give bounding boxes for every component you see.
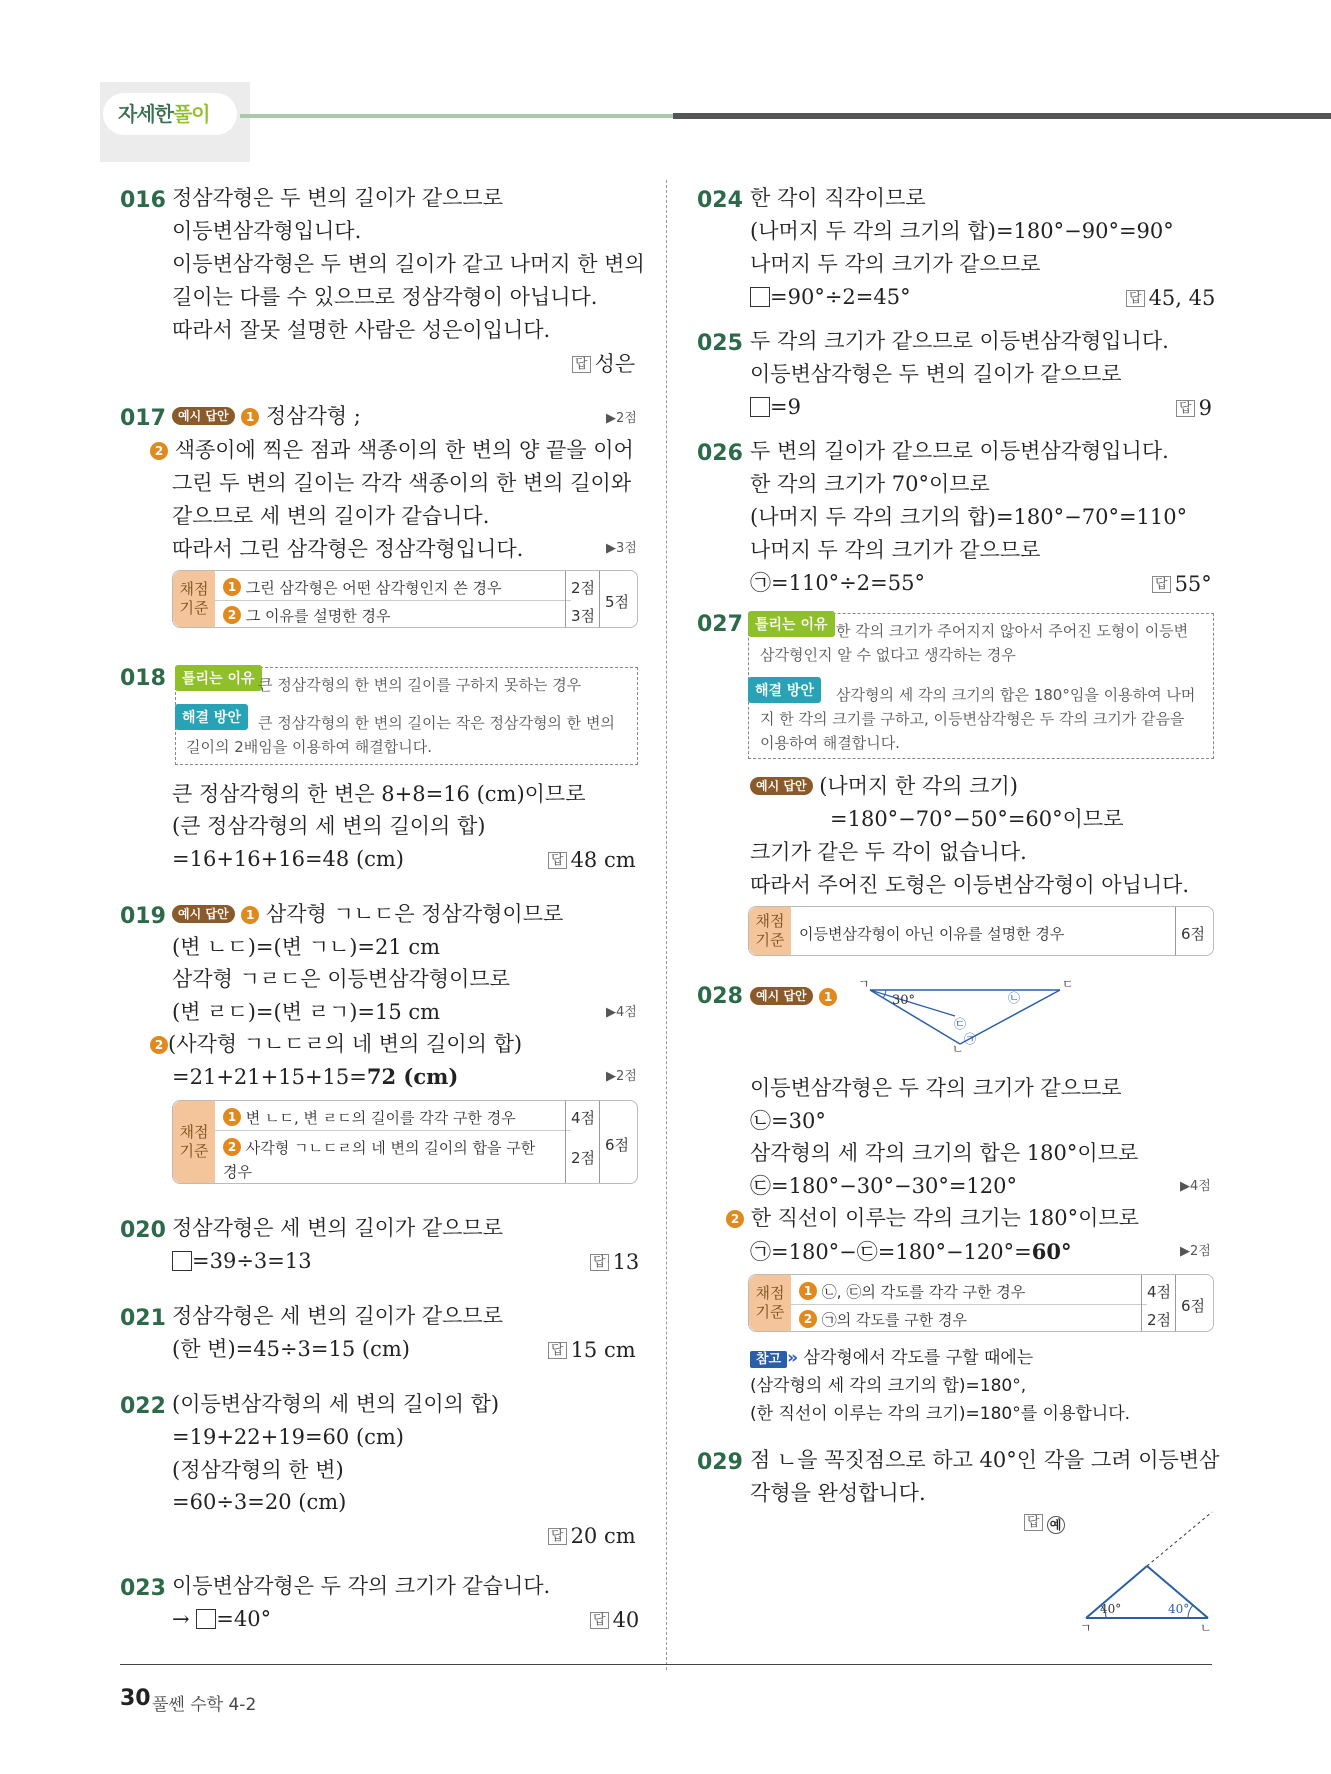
problem-number: 021 [120,1306,166,1331]
answer: 답 예 [1024,1514,1065,1534]
problem-number: 028 [697,984,743,1009]
example-answer-tag: 예시 답안 [172,905,235,923]
text-line: (변 ㄴㄷ)=(변 ㄱㄴ)=21 cm [172,935,441,959]
header-rule-dark [673,113,1331,119]
problem-number: 020 [120,1218,166,1243]
problem-number: 023 [120,1576,166,1601]
step-2-marker: 2 [150,442,168,460]
text-line: 각형을 완성합니다. [750,1481,926,1505]
svg-text:ㄴ: ㄴ [1200,1621,1212,1635]
text-line: 한 각이 직각이므로 [750,186,926,210]
text-line: ㉡=30° [750,1109,826,1133]
svg-text:ㄴ: ㄴ [952,1042,964,1056]
problem-number: 025 [697,331,743,356]
header-title: 자세한풀이 [118,102,210,126]
triangle-figure-029 [1078,1508,1214,1634]
example-answer-tag: 예시 답안 [750,987,813,1005]
svg-text:㉢: ㉢ [954,1017,967,1031]
text-line: 큰 정삼각형의 한 변은 8+8=16 (cm)이므로 [172,782,586,806]
footer-rule [120,1664,1212,1665]
text-line: 정삼각형 ; [265,404,361,428]
text-line: 길이는 다를 수 있으므로 정삼각형이 아닙니다. [172,285,598,309]
text-line: 이등변삼각형은 두 변의 길이가 같고 나머지 한 변의 [172,252,645,276]
text-line: 그린 두 변의 길이는 각각 색종이의 한 변의 길이와 [172,471,632,495]
svg-text:ㄱ: ㄱ [858,977,870,991]
text-line: 점 ㄴ을 꼭짓점으로 하고 40°인 각을 그려 이등변삼 [750,1448,1220,1472]
book-title: 풀쎈 수학 4-2 [152,1695,257,1715]
problem-number: 022 [120,1394,166,1419]
text-line: (나머지 두 각의 크기의 합)=180°−70°=110° [750,505,1188,529]
text-line: (변 ㄹㄷ)=(변 ㄹㄱ)=15 cm [172,1000,441,1024]
solution-tag: 해결 방안 [175,704,248,730]
text-line: 크기가 같은 두 각이 없습니다. [750,840,1027,864]
page-number: 30 [120,1686,151,1711]
text-line: (큰 정삼각형의 세 변의 길이의 합) [172,814,486,838]
answer: 답 40 [590,1610,639,1631]
text-line: (정삼각형의 한 변) [172,1458,344,1482]
note-line: (한 직선이 이루는 각의 크기)=180°를 이용합니다. [750,1404,1131,1424]
scoring-criteria: 채점 기준 1 ㉡, ㉢의 각도를 각각 구한 경우 2 ㉠의 각도를 구한 경우 4점 2점 6점 [748,1274,1214,1332]
svg-text:㉡: ㉡ [1008,991,1021,1005]
answer: 답 15 cm [548,1340,636,1361]
example-answer-tag: 예시 답안 [172,407,235,425]
answer: 답 9 [1176,398,1212,419]
answer: 답 20 cm [548,1526,636,1547]
blank-box [750,287,770,307]
svg-text:㉠: ㉠ [964,1032,977,1046]
text-line: 삼각형 ㄱㄹㄷ은 이등변삼각형이므로 [172,967,510,991]
problem-number: 026 [697,441,743,466]
points: ▶2점 [606,1069,637,1084]
text-line: 한 각의 크기가 70°이므로 [750,472,990,496]
blank-box [196,1609,216,1629]
text-line: 이등변삼각형입니다. [172,219,362,243]
answer: 답 13 [590,1252,639,1273]
text-line: 이등변삼각형은 두 각의 크기가 같습니다. [172,1574,551,1598]
text-line: 정삼각형은 세 변의 길이가 같으므로 [172,1304,503,1328]
problem-number: 018 [120,666,166,691]
wrong-reason-tag: 틀리는 이유 [748,611,835,637]
points: ▶4점 [1180,1179,1211,1194]
points: ▶2점 [606,411,637,426]
answer: 답 48 cm [548,850,636,871]
svg-text:40°: 40° [1168,1602,1190,1616]
note-tag: 참고 [750,1351,787,1368]
svg-text:30°: 30° [892,993,916,1008]
text-line: 따라서 주어진 도형은 이등변삼각형이 아닙니다. [750,873,1190,897]
problem-number: 017 [120,406,166,431]
text-line: 삼각형의 세 각의 크기의 합은 180°이므로 [750,1141,1139,1165]
text-line: 색종이에 찍은 점과 색종이의 한 변의 양 끝을 이어 [174,438,634,462]
text-line: 두 각의 크기가 같으므로 이등변삼각형입니다. [750,329,1169,353]
text-line: =180°−70°−50°=60°이므로 [830,807,1124,831]
points: ▶3점 [606,541,637,556]
triangle-figure-028 [850,977,1074,1056]
blank-box [750,397,770,417]
text-line: =16+16+16=48 (cm) [172,847,405,871]
text-line: =60÷3=20 (cm) [172,1490,347,1514]
blank-box [172,1251,192,1271]
problem-number: 016 [120,188,166,213]
text-line: 나머지 두 각의 크기가 같으므로 [750,252,1041,276]
wrong-reason-tag: 틀리는 이유 [175,665,262,691]
scoring-criteria: 채점 기준 1 그린 삼각형은 어떤 삼각형인지 쓴 경우 2 그 이유를 설명한 경우 2점 3점 5점 [172,570,638,628]
text-line: ㉠=110°÷2=55° [750,571,925,595]
text-line: 따라서 그린 삼각형은 정삼각형입니다. [172,537,524,561]
svg-text:40°: 40° [1100,1602,1122,1616]
problem-number: 029 [697,1450,743,1475]
problem-number: 019 [120,904,166,929]
text-line: 이등변삼각형은 두 변의 길이가 같으므로 [750,362,1122,386]
problem-number: 027 [697,612,743,637]
svg-text:ㄱ: ㄱ [1080,1621,1092,1635]
scoring-criteria: 채점 기준 이등변삼각형이 아닌 이유를 설명한 경우 6점 [748,906,1214,956]
answer: 답 45, 45 [1126,288,1215,309]
text-line: 나머지 두 각의 크기가 같으므로 [750,538,1041,562]
text-line: =19+22+19=60 (cm) [172,1425,405,1449]
answer: 답 55° [1152,574,1212,595]
column-divider [666,180,667,1670]
text-line: ㉢=180°−30°−30°=120° [750,1174,1017,1198]
answer: 답 성은 [572,354,635,375]
problem-number: 024 [697,188,743,213]
text-line: 이등변삼각형은 두 각의 크기가 같으므로 [750,1076,1122,1100]
svg-text:ㄷ: ㄷ [1062,977,1074,991]
text-line: (나머지 두 각의 크기의 합)=180°−90°=90° [750,219,1174,243]
scoring-criteria: 채점 기준 1 변 ㄴㄷ, 변 ㄹㄷ의 길이를 각각 구한 경우 2 사각형 ㄱㄴㄷㄹ의 네 변의 길이의 합을 구한 경우 4점 2점 6점 [172,1100,638,1184]
step-1-marker: 1 [241,408,259,426]
header-rule-light [240,114,673,118]
text-line: 정삼각형은 세 변의 길이가 같으므로 [172,1216,503,1240]
points: ▶4점 [606,1005,637,1020]
example-answer-tag: 예시 답안 [750,777,813,795]
text-line: (이등변삼각형의 세 변의 길이의 합) [172,1392,500,1416]
text-line: 따라서 잘못 설명한 사람은 성은이입니다. [172,318,551,342]
points: ▶2점 [1180,1244,1211,1259]
text-line: 같으므로 세 변의 길이가 같습니다. [172,504,490,528]
text-line: 정삼각형은 두 변의 길이가 같으므로 [172,186,503,210]
solution-tag: 해결 방안 [748,677,821,703]
text-line: (한 변)=45÷3=15 (cm) [172,1337,410,1361]
text-line: 두 변의 길이가 같으므로 이등변삼각형입니다. [750,439,1169,463]
note-line: (삼각형의 세 각의 크기의 합)=180°, [750,1376,1027,1396]
